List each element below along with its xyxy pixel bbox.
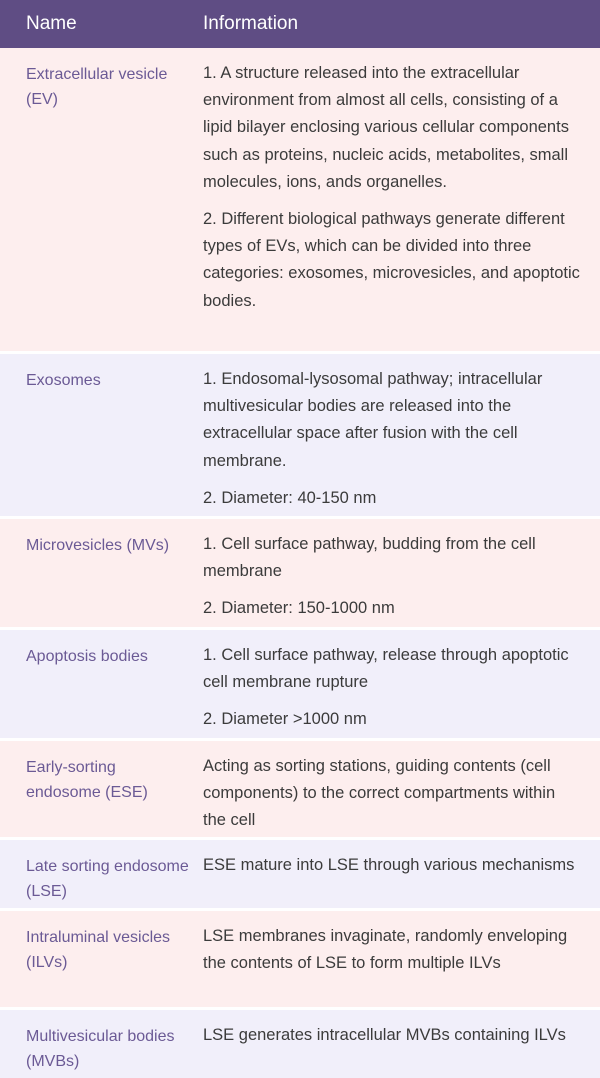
- header-name: Name: [26, 13, 77, 34]
- term-name: Multivesicular bodies (MVBs): [26, 1028, 175, 1070]
- term-info: [203, 630, 600, 738]
- term-info: [203, 48, 600, 351]
- table-row: [0, 1010, 600, 1078]
- table-row: [0, 519, 600, 630]
- term-name: Late sorting endosome (LSE): [26, 858, 189, 900]
- info-paragraph: 2. Diameter: 150-1000 nm: [203, 599, 395, 618]
- term-info: [203, 911, 600, 1007]
- info-paragraph: LSE generates intracellular MVBs containing ILVs: [203, 1026, 566, 1044]
- table-row: [0, 354, 600, 519]
- term-name: Exosomes: [26, 372, 101, 389]
- info-paragraph: 1. Cell surface pathway, release through apoptotic cell membrane rupture: [203, 646, 569, 692]
- info-paragraph: 2. Diameter >1000 nm: [203, 710, 367, 729]
- info-paragraph: Acting as sorting stations, guiding contents (cell components) to the correct compartments within the cell: [203, 757, 556, 830]
- term-name: Apoptosis bodies: [26, 648, 148, 665]
- term-name: Microvesicles (MVs): [26, 537, 170, 554]
- term-name: Early-sorting endosome (ESE): [26, 759, 148, 801]
- table-row: [0, 630, 600, 741]
- info-paragraph: 1. Cell surface pathway, budding from the cell membrane: [203, 535, 536, 581]
- table-row: [0, 48, 600, 354]
- info-paragraph: 1. A structure released into the extracellular environment from almost all cells, consisting of a lipid bilayer enclosing various cellular components such as proteins, nucleic acids, metabolites, small molecules, ions, ands organelles.: [203, 64, 569, 191]
- info-paragraph: 1. Endosomal-lysosomal pathway; intracellular multivesicular bodies are released into the extracellular space after fusion with the cell membrane.: [203, 370, 543, 470]
- term-info: [203, 840, 600, 908]
- table-row: [0, 840, 600, 911]
- table-header: [0, 0, 600, 48]
- info-paragraph: LSE membranes invaginate, randomly enveloping the contents of LSE to form multiple ILVs: [203, 927, 568, 973]
- info-paragraph: ESE mature into LSE through various mechanisms: [203, 856, 575, 874]
- term-info: [203, 1010, 600, 1078]
- term-info: [203, 519, 600, 627]
- header-information: Information: [203, 13, 299, 34]
- term-name: Extracellular vesicle (EV): [26, 66, 168, 108]
- term-info: [203, 354, 600, 516]
- term-info: [203, 741, 600, 837]
- info-paragraph: 2. Different biological pathways generate different types of EVs, which can be divided into three categories: exosomes, microvesicles, and apoptotic bodies.: [203, 210, 580, 310]
- info-paragraph: 2. Diameter: 40-150 nm: [203, 488, 377, 507]
- table-row: [0, 741, 600, 840]
- table-row: [0, 911, 600, 1010]
- term-name: Intraluminal vesicles (ILVs): [26, 929, 171, 971]
